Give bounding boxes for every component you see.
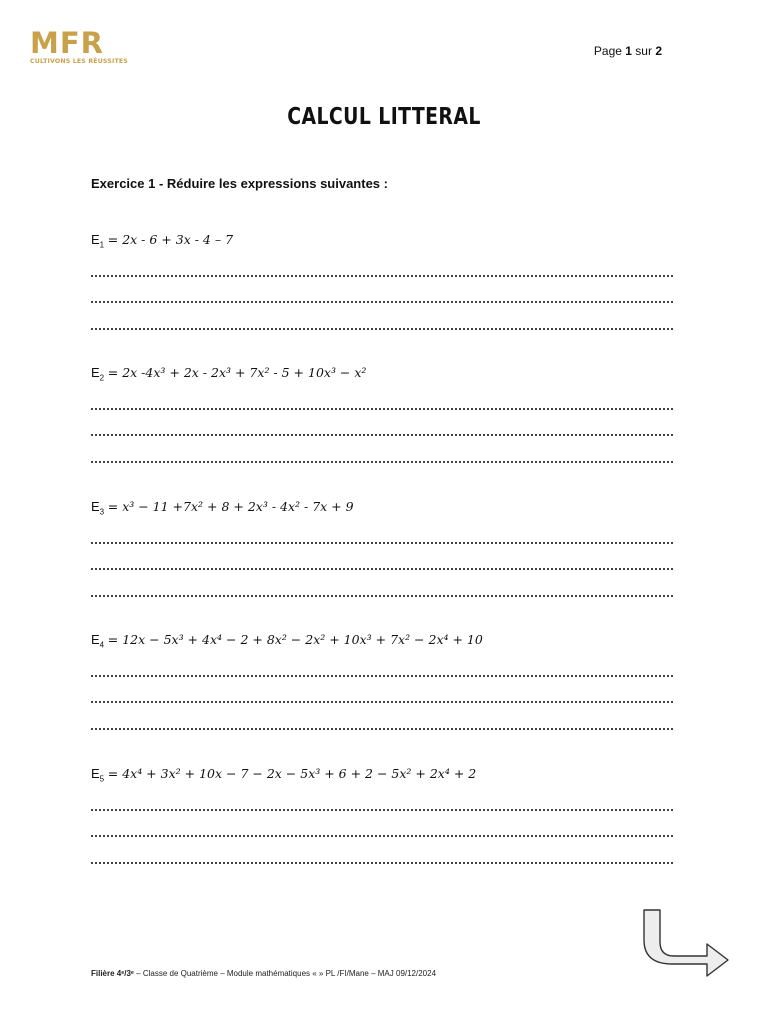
page-prefix: Page <box>593 44 622 58</box>
answer-line[interactable] <box>91 837 673 864</box>
page-total: 2 <box>655 44 662 58</box>
answer-line[interactable] <box>91 436 673 463</box>
answer-line[interactable] <box>91 677 673 704</box>
page-title: CALCUL LITTERAL <box>287 104 481 130</box>
page-number <box>594 44 662 58</box>
footer-filiere: Filière 4ᵉ/3ᵉ <box>91 969 134 978</box>
answer-line[interactable] <box>91 784 673 811</box>
logo-mark: MFR <box>30 26 104 60</box>
exercise-e2 <box>91 363 673 463</box>
expression-text: = 12x − 5x³ + 4x⁴ − 2 + 8x² − 2x² + 10x³ + 7x² − 2x⁴ + 10 <box>107 632 483 647</box>
mfr-logo <box>30 28 140 68</box>
expression-label: $E_5$ <box>91 766 105 784</box>
expression-text: = 2x - 6 + 3x - 4 – 7 <box>107 232 234 247</box>
expression-line <box>91 363 673 383</box>
expression-text: = 2x -4x³ + 2x - 2x³ + 7x² - 5 + 10x³ − x² <box>107 365 367 380</box>
answer-line[interactable] <box>91 650 673 677</box>
expression-line <box>91 630 673 650</box>
answer-line[interactable] <box>91 303 673 330</box>
logo-tagline: CULTIVONS LES RÉUSSITES <box>30 58 128 65</box>
curved-arrow-right-icon[interactable] <box>641 908 731 980</box>
answer-line[interactable] <box>91 250 673 277</box>
answer-line[interactable] <box>91 544 673 571</box>
expression-line <box>91 764 673 784</box>
expression-label: $E_2$ <box>91 365 105 383</box>
expression-label: $E_1$ <box>91 232 105 250</box>
exercise-e5 <box>91 764 673 864</box>
page-footer <box>91 969 436 978</box>
exercise-e3 <box>91 497 673 597</box>
page-current: 1 <box>625 44 632 58</box>
exercise-e4 <box>91 630 673 730</box>
answer-line[interactable] <box>91 383 673 410</box>
page-mid: sur <box>635 44 652 58</box>
expression-text: = 4x⁴ + 3x² + 10x − 7 − 2x − 5x³ + 6 + 2 − 5x² + 2x⁴ + 2 <box>107 766 477 781</box>
exercise-instruction: Exercice 1 - Réduire les expressions suivantes : <box>91 176 388 191</box>
expression-text: = x³ − 11 +7x² + 8 + 2x³ - 4x² - 7x + 9 <box>107 499 354 514</box>
expression-line <box>91 497 673 517</box>
exercise-e1 <box>91 230 673 330</box>
expression-label: $E_3$ <box>91 499 105 517</box>
footer-text: – Classe de Quatrième – Module mathématiques « » PL /FI/Mane – MAJ 09/12/2024 <box>133 969 437 978</box>
answer-line[interactable] <box>91 277 673 304</box>
answer-line[interactable] <box>91 570 673 597</box>
expression-label: $E_4$ <box>91 632 105 650</box>
answer-line[interactable] <box>91 517 673 544</box>
answer-line[interactable] <box>91 703 673 730</box>
answer-line[interactable] <box>91 410 673 437</box>
answer-line[interactable] <box>91 811 673 838</box>
expression-line <box>91 230 673 250</box>
